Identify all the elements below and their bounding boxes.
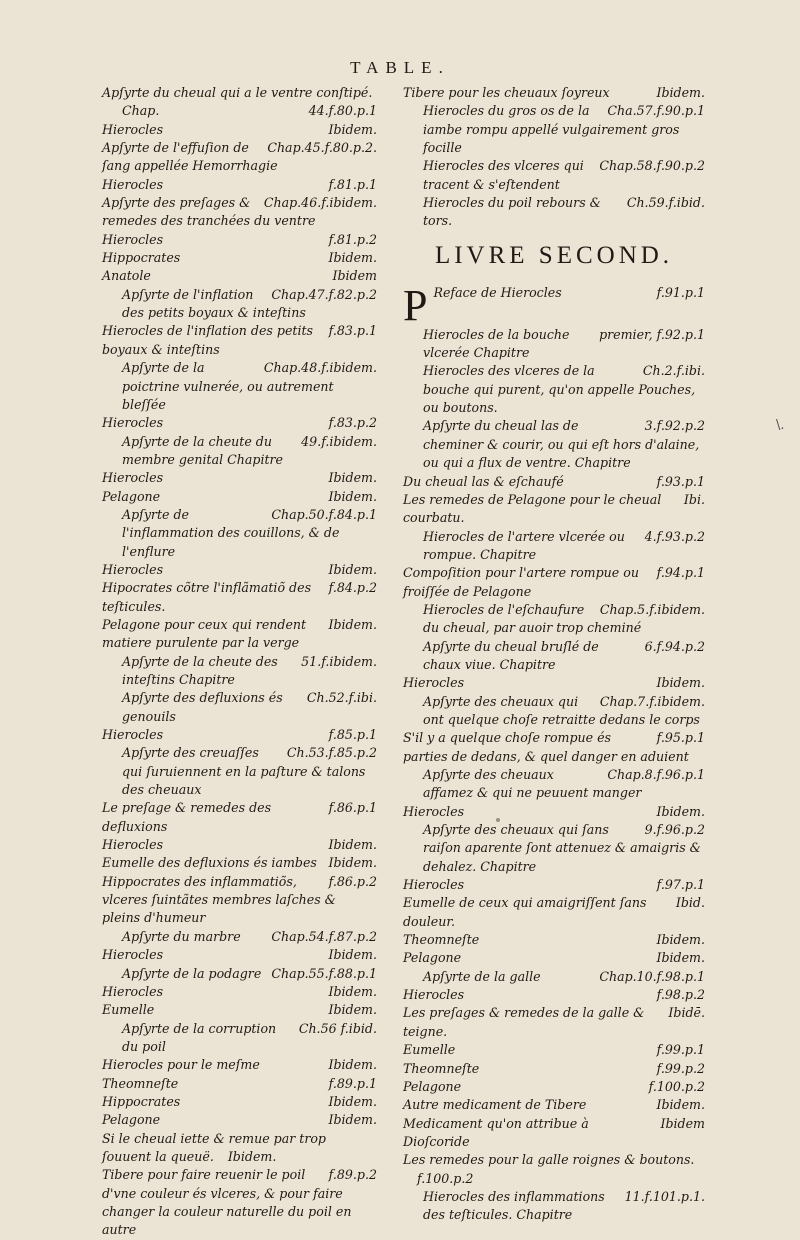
entry-text: Eumelle de ceux qui amaigriſſent ſans douleur. (403, 895, 647, 929)
index-entry (102, 1001, 377, 1019)
index-entry (102, 579, 377, 616)
index-entry (403, 986, 705, 1004)
entry-text: Apſyrte des preſages & remedes des tranchées du ventre (102, 195, 316, 229)
entry-text: Apſyrte de la cheute du membre genital Chapitre (122, 433, 284, 467)
index-entry (403, 876, 705, 894)
entry-text: Hierocles pour le meſme (102, 1057, 260, 1073)
entry-text: Hierocles (102, 415, 164, 431)
index-entry (102, 84, 377, 102)
entry-reference: Ibidem. (656, 950, 705, 966)
margin-mark: \. (776, 418, 785, 433)
entry-reference: Ibid. (675, 895, 705, 911)
entry-reference: Chap.45.f.80.p.2. (267, 140, 377, 156)
index-entry (403, 766, 705, 803)
entry-text: Hierocles de l'inflation des petits boyaux & inteſtins (102, 323, 314, 357)
entry-reference: f.83.p.1 (328, 323, 377, 339)
entry-text: Apſyrte des cheuaux affamez & qui ne peuuent manger (423, 767, 642, 801)
entry-text: Eumelle des defluxions és iambes (102, 855, 317, 871)
entry-reference: Chap.55.f.88.p.1 (271, 965, 377, 981)
entry-reference: f.93.p.1 (656, 473, 705, 489)
entry-text: Apſyrte du cheual las de cheminer & courir, ou qui eſt hors d'alaine, ou qui a flux de ventre. Chapitre (423, 418, 700, 471)
entry-text: Hierocles (403, 987, 465, 1003)
index-entry (102, 928, 377, 946)
entry-reference: 3.f.92.p.2 (644, 418, 705, 434)
entry-text: Apſyrte des cheuaux qui ſans raiſon aparente ſont attenuez & amaigris & dehalez. Chapitre (423, 822, 701, 874)
entry-text: Anatole (102, 268, 151, 284)
entry-text: Apſyrte du marbre (122, 928, 241, 944)
right-column-top-list (403, 84, 705, 231)
index-entry (102, 414, 377, 432)
entry-text: Hierocles des vlceres qui tracent & s'eſtendent (423, 158, 584, 192)
index-entry (403, 84, 705, 102)
index-entry (102, 176, 377, 194)
entry-text: S'il y a quelque choſe rompue és parties de dedans, & quel danger en aduient (403, 730, 689, 764)
index-entry (102, 983, 377, 1001)
entry-reference: Ibidem. (328, 1002, 377, 1018)
entry-reference: Ibidem. (656, 85, 705, 100)
entry-reference: f.85.p.1 (328, 727, 377, 743)
index-entry (102, 322, 377, 359)
entry-text: Apſyrte de la cheute des inteſtins Chapitre (122, 653, 278, 687)
entry-reference: Chap.48.f.ibidem. (263, 360, 377, 376)
entry-reference: Chap.58.f.90.p.2 (599, 158, 705, 174)
index-entry (102, 799, 377, 836)
entry-reference: Ibidem. (656, 932, 705, 948)
footer-dot (496, 818, 500, 822)
entry-reference: Ibidem. (328, 947, 377, 963)
entry-reference: f.86.p.1 (328, 800, 377, 816)
entry-text: Si le cheual iette & remue par trop ſouuent la queuë. (102, 1130, 326, 1164)
entry-text: Hierocles (102, 470, 164, 486)
index-entry (403, 693, 705, 730)
entry-reference: f.83.p.2 (328, 415, 377, 431)
index-entry (102, 744, 377, 799)
index-entry (102, 1020, 377, 1057)
entry-reference: Ibidem (660, 1115, 705, 1131)
entry-text: Tibere pour les cheuaux ſoyreux (403, 85, 610, 100)
entry-text: Apſyrte de l'effuſion de ſang appellée Hemorrhagie (102, 140, 278, 174)
entry-reference: Ch.2.f.ibi. (642, 363, 705, 379)
index-entry (403, 894, 705, 931)
entry-reference: Ibidem. (656, 1097, 705, 1113)
entry-text: Hierocles (403, 803, 465, 819)
entry-text: Hierocles des inflammations des teſticules. Chapitre (423, 1188, 605, 1223)
entry-reference: Ch.52.f.ibi. (306, 690, 377, 706)
entry-text: Apſyrte des creuaſſes qui ſuruiennent en la paſture & talons des cheuaux (122, 745, 366, 798)
index-entry (403, 1115, 705, 1152)
entry-reference: Chap.8.f.96.p.1 (607, 767, 705, 782)
entry-reference: f.94.p.1 (656, 565, 705, 581)
index-entry (102, 231, 377, 249)
entry-reference: f.95.p.1 (656, 730, 705, 746)
entry-text: Pelagone pour ceux qui rendent matiere purulente par la verge (102, 616, 307, 651)
entry-reference: Ch.53.f.85.p.2 (286, 745, 377, 761)
index-entry (403, 601, 705, 638)
index-entry (403, 102, 705, 157)
index-entry (102, 726, 377, 744)
entry-text: Apſyrte du cheual qui a le ventre conſtipé. (102, 85, 373, 100)
entry-text: Reface de Hierocles (433, 284, 562, 300)
index-entry (403, 362, 705, 417)
dropcap-letter: P (403, 280, 428, 330)
section-heading: LIVRE SECOND. (434, 241, 674, 269)
entry-text: Hierocles (102, 121, 164, 137)
index-entry (403, 729, 705, 766)
entry-reference: 49.f.ibidem. (301, 433, 377, 449)
index-entry (102, 194, 377, 231)
entry-reference: Ibidem. (328, 121, 377, 137)
entry-reference: f.100.p.2 (648, 1078, 705, 1094)
entry-text: Les preſages & remedes de la galle & teigne. (403, 1005, 645, 1039)
entry-text: Hippocrates (102, 1093, 181, 1109)
index-entry (403, 638, 705, 675)
entry-text: Theomneſte (102, 1075, 179, 1091)
index-entry (102, 873, 377, 928)
entry-reference: Ibidem. (328, 250, 377, 266)
entry-reference: Ibi. (683, 491, 705, 507)
entry-text: Apſyrte de la corruption du poil (122, 1020, 277, 1054)
entry-text: Hierocles (403, 675, 465, 691)
index-entry (403, 1078, 705, 1096)
index-entry (102, 965, 377, 983)
entry-reference: f.100.p.2 (417, 1170, 474, 1186)
index-entry (403, 280, 705, 330)
index-entry (403, 1041, 705, 1059)
left-column (102, 84, 377, 1240)
index-entry (102, 139, 377, 176)
entry-reference: Ibidem. (328, 837, 377, 853)
index-entry (102, 689, 377, 726)
entry-text: Hippocrates des inflammatiõs, vlceres ſuintãtes membres laſches & pleins d'humeur (102, 873, 336, 926)
entry-reference: 6.f.94.p.2 (644, 638, 705, 654)
entry-reference: Ibidem. (656, 803, 705, 819)
index-entry (102, 1075, 377, 1093)
entry-text: Hipocrates cõtre l'inflãmatiõ des teſticules. (102, 580, 312, 614)
entry-reference: f.84.p.2 (328, 580, 377, 596)
entry-reference: Ibidem. (328, 1057, 377, 1073)
entry-text: Les remedes pour la galle roignes & boutons. (403, 1152, 695, 1168)
index-entry (102, 1166, 377, 1239)
entry-text: Pelagone (403, 950, 462, 966)
entry-reference: Chap.7.f.ibidem. (599, 693, 705, 709)
entry-text: Eumelle (403, 1042, 456, 1058)
entry-reference: f.99.p.2 (656, 1060, 705, 1076)
index-entry (403, 931, 705, 949)
entry-text: Apſyrte de la galle (423, 968, 541, 984)
entry-reference: f.86.p.2 (328, 873, 377, 889)
entry-text: Le preſage & remedes des defluxions (102, 800, 272, 834)
entry-reference: Cha.57.f.90.p.1 (607, 103, 705, 119)
index-entry (403, 326, 705, 363)
entry-text: Pelagone (102, 1112, 161, 1128)
entry-reference: Ibidem. (328, 855, 377, 871)
entry-text: Apſyrte de l'inflammation des couillons, & de l'enflure (122, 506, 340, 559)
right-column-bottom-list (403, 280, 705, 1225)
entry-reference: Ibidem. (328, 616, 377, 632)
entry-text: Apſyrte des defluxions és genouils (122, 690, 283, 724)
entry-text: Medicament qu'on attribue à Dioſcoride (403, 1115, 589, 1149)
index-entry (102, 469, 377, 487)
index-entry (102, 267, 377, 285)
entry-reference: 51.f.ibidem. (301, 653, 377, 669)
entry-text: Pelagone (403, 1078, 462, 1094)
entry-reference: Chap.50.f.84.p.1 (271, 506, 377, 522)
entry-reference: f.89.p.1 (328, 1075, 377, 1091)
entry-reference: Ch.56 f.ibid. (298, 1020, 377, 1036)
entry-text: Hierocles de l'eſchaufure du cheual, par auoir trop cheminé (423, 601, 642, 636)
index-entry (102, 616, 377, 653)
right-column (403, 84, 705, 1225)
entry-reference: premier, f.92.p.1 (599, 326, 705, 342)
entry-reference: f.91.p.1 (656, 284, 705, 300)
index-entry (403, 491, 705, 528)
entry-text: Hierocles (102, 231, 164, 247)
entry-text: Hierocles (102, 983, 164, 999)
entry-text: Les remedes de Pelagone pour le cheual courbatu. (403, 491, 662, 526)
index-entry (403, 194, 705, 231)
entry-reference: Chap.54.f.87.p.2 (271, 928, 377, 944)
entry-reference: f.98.p.2 (656, 987, 705, 1003)
index-entry (403, 674, 705, 692)
entry-text: Theomneſte (403, 932, 480, 948)
entry-text: Apſyrte du cheual bruſlé de chaux viue. Chapitre (423, 638, 599, 672)
entry-reference: 4.f.93.p.2 (644, 528, 705, 544)
entry-reference: Ibidem. (328, 561, 377, 577)
entry-reference: f.99.p.1 (656, 1042, 705, 1058)
entry-text: Hierocles (102, 947, 164, 963)
index-entry (102, 653, 377, 690)
entry-text: Hierocles de la bouche vlcerée Chapitre (423, 326, 570, 361)
entry-text: Apſyrte de la podagre (122, 965, 262, 981)
index-entry (403, 528, 705, 565)
entry-text: Hierocles (102, 727, 164, 743)
index-entry (102, 359, 377, 414)
entry-reference: f.81.p.2 (328, 231, 377, 247)
index-entry (403, 821, 705, 876)
entry-text: Pelagone (102, 488, 161, 504)
entry-text: Hippocrates (102, 250, 181, 266)
page-header: TABLE. (350, 58, 450, 77)
entry-reference: Ibidem. (328, 488, 377, 504)
index-entry (403, 1060, 705, 1078)
entry-reference: Ibidem. (227, 1148, 277, 1164)
index-entry (102, 854, 377, 872)
entry-text: Hierocles du poil rebours & tors. (423, 195, 601, 229)
index-entry (102, 1130, 377, 1167)
entry-text: Chap. (122, 103, 160, 119)
entry-reference: 11.f.101.p.1. (624, 1188, 705, 1204)
index-entry (102, 561, 377, 579)
entry-text: Apſyrte de l'inflation des petits boyaux & inteſtins (122, 286, 306, 321)
entry-reference: Chap.46.f.ibidem. (263, 195, 377, 211)
index-entry (403, 1004, 705, 1041)
index-entry (102, 1093, 377, 1111)
entry-reference: Ibidem. (328, 1093, 377, 1109)
index-entry (403, 1151, 705, 1188)
index-entry (102, 121, 377, 139)
entry-text: Eumelle (102, 1002, 155, 1018)
index-entry (102, 286, 377, 323)
entry-text: Theomneſte (403, 1060, 480, 1076)
index-entry (102, 836, 377, 854)
entry-reference: f.81.p.1 (328, 176, 377, 192)
entry-reference: Ch.59.f.ibid. (626, 195, 705, 211)
entry-reference: Chap.47.f.82.p.2 (271, 286, 377, 302)
entry-text: Hierocles du gros os de la iambe rompu appellé vulgairement gros focille (423, 103, 680, 156)
entry-reference: f.97.p.1 (656, 877, 705, 893)
index-entry (102, 102, 377, 120)
entry-text: Hierocles (102, 561, 164, 577)
index-entry (403, 564, 705, 601)
index-entry (102, 1056, 377, 1074)
index-entry (403, 417, 705, 472)
index-entry (403, 949, 705, 967)
entry-reference: f.89.p.2 (328, 1167, 377, 1183)
entry-text: Hierocles (102, 176, 164, 192)
entry-text: Du cheual las & eſchaufé (403, 473, 564, 489)
entry-text: Hierocles (102, 837, 164, 853)
index-entry (403, 157, 705, 194)
index-entry (102, 433, 377, 470)
entry-reference: Ibidem. (328, 470, 377, 486)
entry-reference: Ibidem. (656, 675, 705, 691)
index-entry (403, 1096, 705, 1114)
entry-text: Autre medicament de Tibere (403, 1097, 587, 1113)
entry-reference: 9.f.96.p.2 (644, 822, 705, 838)
entry-reference: Ibidem. (328, 983, 377, 999)
index-entry (403, 968, 705, 986)
index-entry (403, 473, 705, 491)
entry-reference: Ibidem (332, 268, 377, 284)
entry-reference: 44.f.80.p.1 (308, 103, 377, 119)
entry-text: Hierocles des vlceres de la bouche qui purent, qu'on appelle Pouches, ou boutons. (423, 363, 696, 416)
index-entry (403, 803, 705, 821)
entry-text: Compoſition pour l'artere rompue ou froiſſée de Pelagone (403, 565, 639, 599)
entry-reference: Ibidē. (668, 1005, 705, 1021)
entry-text: Hierocles (403, 877, 465, 893)
entry-reference: Chap.10.f.98.p.1 (599, 968, 705, 984)
entry-reference: Chap.5.f.ibidem. (599, 601, 705, 617)
index-entry (102, 1111, 377, 1129)
index-entry (102, 249, 377, 267)
entry-text: Apſyrte des cheuaux qui ont quelque choſe retraitte dedans le corps (423, 693, 700, 727)
index-entry (102, 506, 377, 561)
entry-text: Apſyrte de la poictrine vulnerée, ou autrement bleſſée (122, 360, 334, 412)
index-entry (102, 946, 377, 964)
entry-reference: Ibidem. (328, 1112, 377, 1128)
index-entry (102, 488, 377, 506)
index-entry (403, 1188, 705, 1225)
entry-text: Tibere pour faire reuenir le poil d'vne couleur és vlceres, & pour faire changer la couleur naturelle du poil en autre (102, 1167, 352, 1238)
entry-text: Hierocles de l'artere vlcerée ou rompue. Chapitre (423, 528, 625, 562)
